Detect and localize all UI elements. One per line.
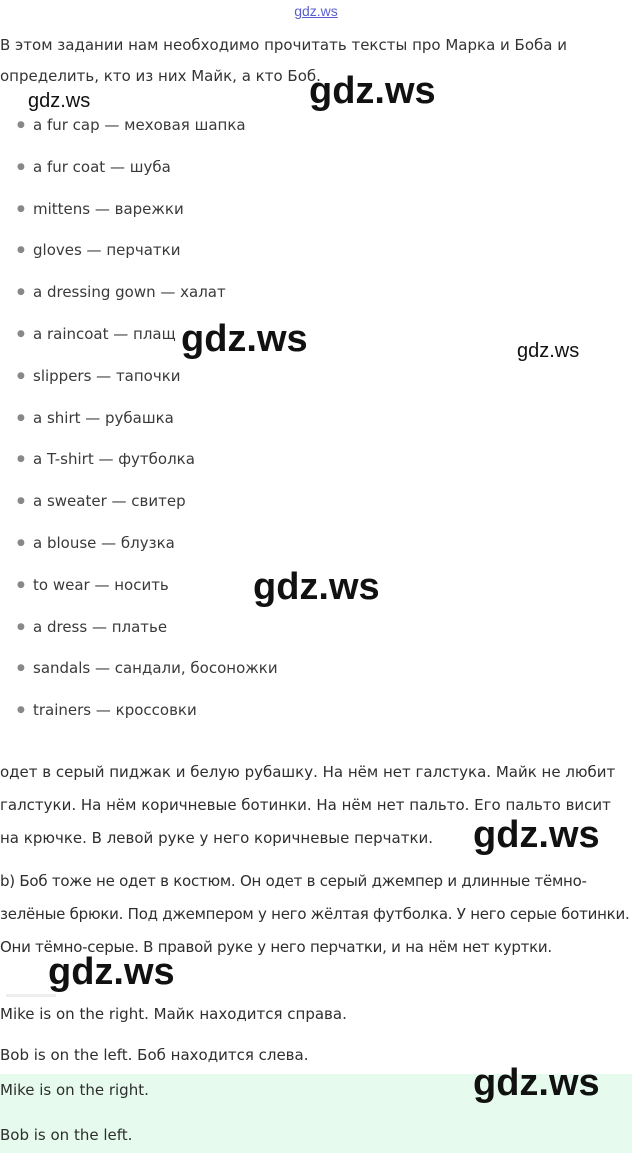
list-item	[0, 398, 278, 440]
bullet-icon: ●	[17, 621, 25, 632]
bullet-icon: ●	[17, 245, 25, 256]
bullet-icon: ●	[17, 120, 25, 130]
final-answer-bob: Bob is on the left.	[0, 1126, 133, 1144]
watermark: gdz.ws	[473, 814, 600, 856]
watermark: gdz.ws	[253, 566, 380, 608]
watermark: gdz.ws	[517, 340, 580, 362]
bullet-icon: ●	[17, 203, 25, 214]
bullet-icon: ●	[17, 663, 25, 674]
list-item	[0, 439, 278, 481]
final-answer-mike: Mike is on the right.	[0, 1081, 149, 1099]
watermark: gdz.ws	[28, 90, 91, 112]
watermark: gdz.ws	[48, 951, 175, 993]
vocab-entry: a raincoat — плащ	[33, 324, 176, 343]
bullet-icon: ●	[17, 454, 25, 465]
vocab-entry: mittens — варежки	[33, 199, 184, 218]
vocab-entry: a dressing gown — халат	[33, 283, 226, 302]
bullet-icon: ●	[17, 537, 25, 548]
list-item	[0, 481, 278, 523]
bullet-icon: ●	[17, 328, 25, 339]
site-link[interactable]: gdz.ws	[294, 3, 338, 19]
bullet-icon: ●	[17, 579, 25, 590]
paragraph-a: одет в серый пиджак и белую рубашку. На нём нет галстука. Майк не любит галстуки. На нём коричневые ботинки. На нём нет пальто. Его пальто висит на крючке. В левой руке у него коричневые перчатки.	[0, 763, 616, 847]
answer-line-mike: Mike is on the right. Майк находится справа.	[0, 1005, 347, 1023]
list-item	[0, 523, 278, 565]
bullet-icon: ●	[17, 287, 25, 298]
bullet-icon: ●	[17, 412, 25, 423]
vocab-entry: a fur coat — шуба	[33, 157, 171, 176]
bullet-icon: ●	[17, 496, 25, 507]
vocab-entry: trainers — кроссовки	[33, 701, 197, 720]
divider	[6, 994, 56, 997]
bullet-icon: ●	[17, 161, 25, 172]
list-item	[0, 648, 278, 690]
watermark: gdz.ws	[473, 1062, 600, 1104]
list-item	[0, 230, 278, 272]
vocab-entry: a shirt — рубашка	[33, 408, 174, 427]
list-item	[0, 607, 278, 649]
vocab-entry: to wear — носить	[33, 575, 169, 594]
vocab-entry: a dress — платье	[33, 617, 168, 636]
vocab-entry: a T-shirt — футболка	[33, 450, 195, 469]
vocab-entry: a sweater — свитер	[33, 492, 186, 511]
list-item	[0, 690, 278, 732]
watermark: gdz.ws	[181, 318, 308, 360]
list-item	[0, 189, 278, 231]
bullet-icon: ●	[17, 705, 25, 716]
intro-text: В этом задании нам необходимо прочитать тексты про Марка и Боба и определить, кто из них Майк, а кто Боб.	[0, 36, 567, 85]
vocab-entry: a fur cap — меховая шапка	[33, 116, 246, 134]
vocab-entry: slippers — тапочки	[33, 366, 181, 385]
list-item	[0, 565, 278, 607]
watermark: gdz.ws	[309, 70, 436, 112]
vocab-entry: gloves — перчатки	[33, 241, 181, 260]
answer-line-bob: Bob is on the left. Боб находится слева.	[0, 1046, 309, 1064]
vocab-entry: a blouse — блузка	[33, 533, 175, 552]
list-item	[0, 147, 278, 189]
paragraph-b: b) Боб тоже не одет в костюм. Он одет в серый джемпер и длинные тёмно-зелёные брюки. Под джемпером у него жёлтая футболка. У него серые ботинки. Они тёмно-серые. В правой руке у него перчатки, и на нём нет куртки.	[0, 872, 630, 956]
bullet-icon: ●	[17, 370, 25, 381]
vocabulary-list	[0, 105, 278, 732]
vocab-entry: sandals — сандали, босоножки	[33, 659, 278, 678]
list-item	[0, 356, 278, 398]
list-item	[0, 272, 278, 314]
